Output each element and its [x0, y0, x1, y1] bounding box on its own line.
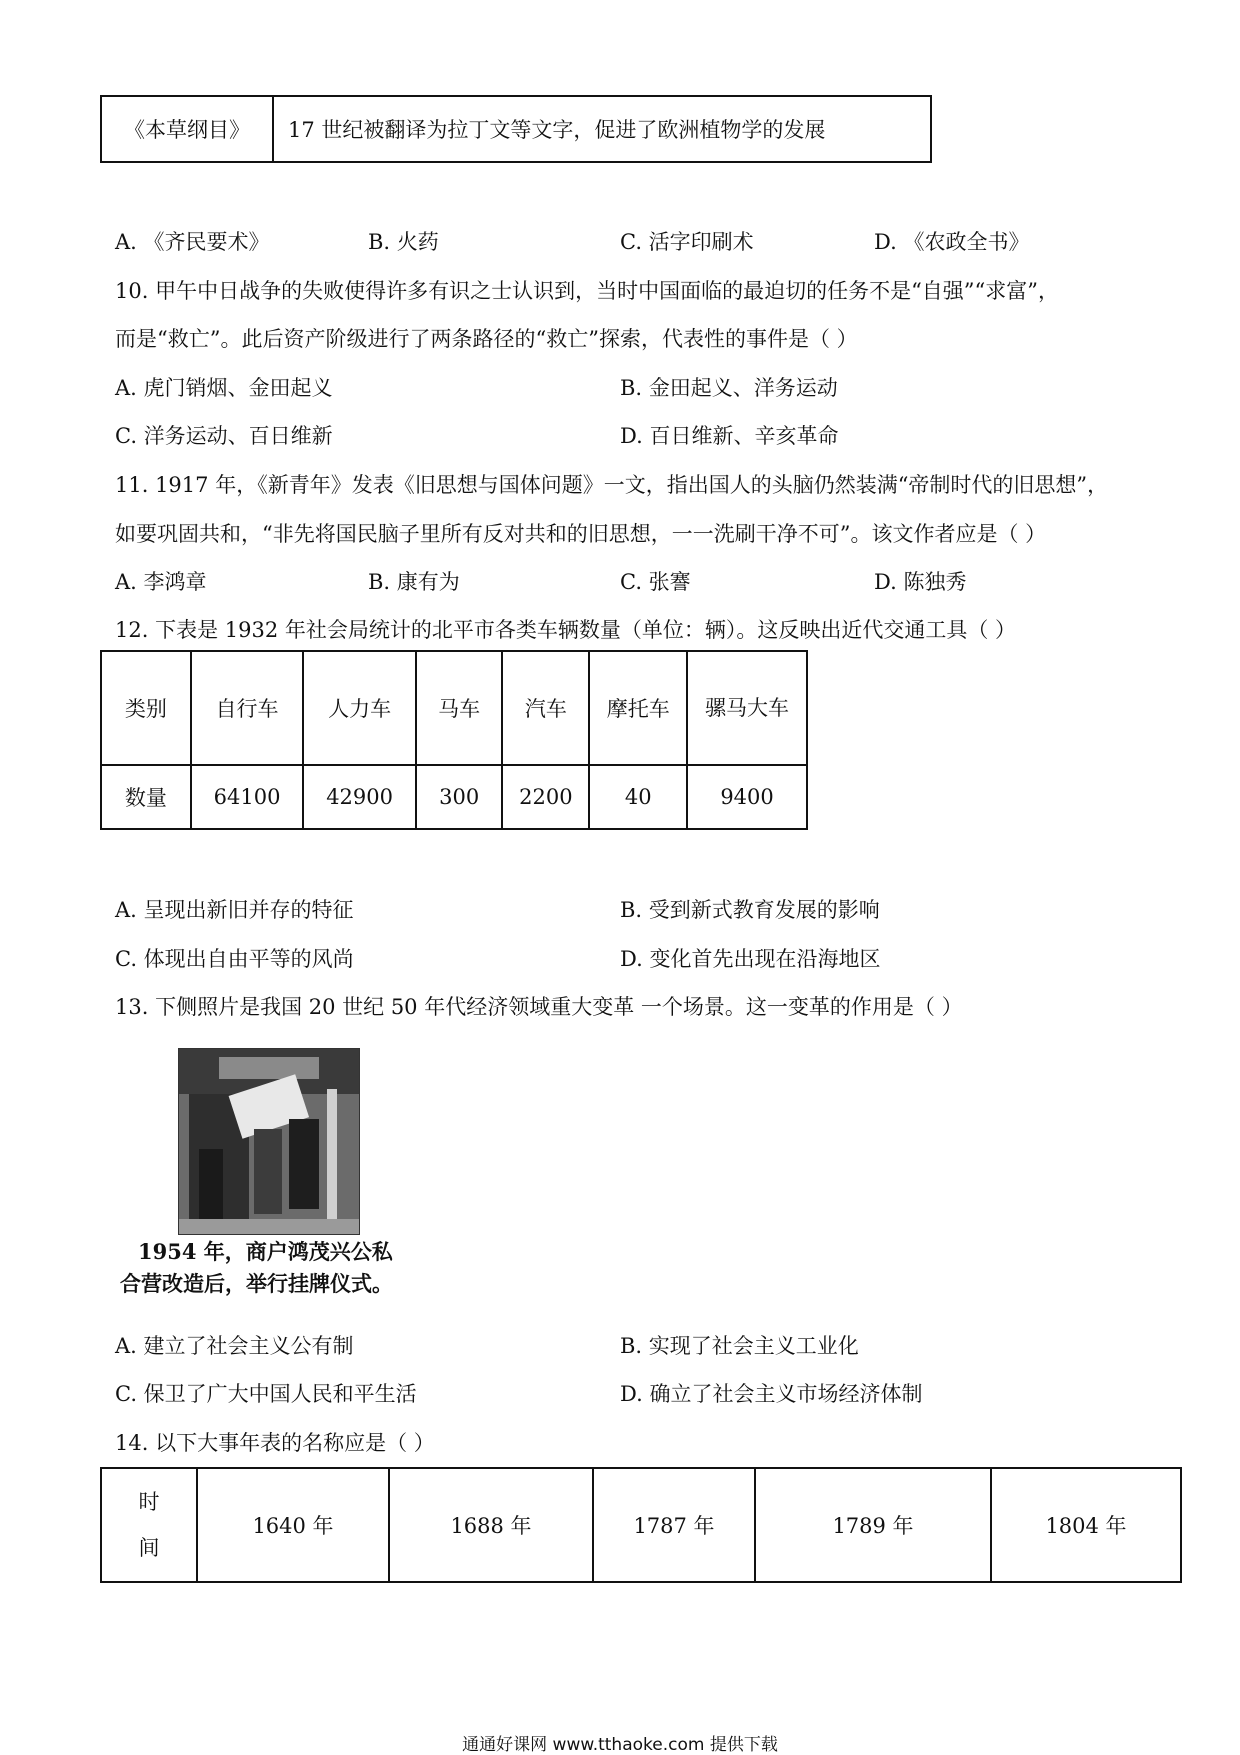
timeline-year-1: 1640 年	[197, 1468, 389, 1582]
vehicle-count-mule-cart: 9400	[687, 765, 807, 829]
q14-stem: 14. 以下大事年表的名称应是（ ）	[115, 1431, 435, 1455]
vehicle-row-label: 数量	[101, 765, 191, 829]
q10-option-c: C. 洋务运动、百日维新	[115, 424, 333, 448]
vehicle-count-car: 2200	[502, 765, 589, 829]
vehicle-header-car: 汽车	[502, 651, 589, 765]
q11-option-a: A. 李鸿章	[115, 570, 207, 594]
ceremony-photo	[178, 1048, 360, 1235]
book-desc-cell: 17 世纪被翻译为拉丁文等文字，促进了欧洲植物学的发展	[273, 96, 931, 162]
vehicle-header-category: 类别	[101, 651, 191, 765]
q10-stem-line2: 而是“救亡”。此后资产阶级进行了两条路径的“救亡”探索，代表性的事件是（ ）	[115, 327, 858, 351]
q13-stem: 13. 下侧照片是我国 20 世纪 50 年代经济领域重大变革 一个场景。这一变革的作用是（ ）	[115, 995, 963, 1019]
book-table	[100, 95, 932, 163]
vehicle-table	[100, 650, 808, 830]
q12-option-b: B. 受到新式教育发展的影响	[620, 898, 880, 922]
q13-option-c: C. 保卫了广大中国人民和平生活	[115, 1382, 417, 1406]
vehicle-header-motorcycle: 摩托车	[589, 651, 687, 765]
q10-option-d: D. 百日维新、辛亥革命	[620, 424, 839, 448]
q13-option-a: A. 建立了社会主义公有制	[115, 1334, 354, 1358]
q11-option-c: C. 张謇	[620, 570, 691, 594]
q11-stem-line1: 11. 1917 年，《新青年》发表《旧思想与国体问题》一文，指出国人的头脑仍然装满“帝制时代的旧思想”，	[115, 473, 1109, 497]
q12-stem: 12. 下表是 1932 年社会局统计的北平市各类车辆数量（单位：辆）。这反映出近代交通工具（ ）	[115, 618, 1017, 642]
footer-watermark: 通通好课网 www.tthaoke.com 提供下载	[462, 1735, 778, 1755]
q9-option-d: D. 《农政全书》	[874, 230, 1030, 254]
timeline-year-3: 1787 年	[593, 1468, 755, 1582]
photo-caption-line1: 1954 年，商户鸿茂兴公私	[138, 1239, 393, 1264]
photo-caption-line2: 合营改造后，举行挂牌仪式。	[120, 1271, 393, 1296]
vehicle-header-bicycle: 自行车	[191, 651, 304, 765]
q11-option-b: B. 康有为	[368, 570, 460, 594]
vehicle-count-rickshaw: 42900	[303, 765, 416, 829]
q10-option-b: B. 金田起义、洋务运动	[620, 376, 838, 400]
photo-caption	[120, 1236, 420, 1300]
vehicle-header-mule-cart: 骡马大车	[687, 651, 807, 765]
vehicle-count-motorcycle: 40	[589, 765, 687, 829]
q11-option-d: D. 陈独秀	[874, 570, 967, 594]
q12-option-a: A. 呈现出新旧并存的特征	[115, 898, 354, 922]
timeline-table	[100, 1467, 1182, 1583]
q10-stem-line1: 10. 甲午中日战争的失败使得许多有识之士认识到，当时中国面临的最迫切的任务不是“自强”“求富”，	[115, 279, 1060, 303]
q9-option-c: C. 活字印刷术	[620, 230, 754, 254]
q13-option-d: D. 确立了社会主义市场经济体制	[620, 1382, 923, 1406]
vehicle-header-carriage: 马车	[416, 651, 503, 765]
q11-stem-line2: 如要巩固共和，“非先将国民脑子里所有反对共和的旧思想，一一洗刷干净不可”。该文作者应是（ ）	[115, 522, 1047, 546]
ceremony-photo-illustration	[179, 1049, 359, 1234]
q12-option-d: D. 变化首先出现在沿海地区	[620, 947, 881, 971]
q9-option-a: A. 《齐民要术》	[115, 230, 270, 254]
vehicle-count-carriage: 300	[416, 765, 503, 829]
q13-option-b: B. 实现了社会主义工业化	[620, 1334, 859, 1358]
book-title-cell: 《本草纲目》	[101, 96, 273, 162]
q12-option-c: C. 体现出自由平等的风尚	[115, 947, 354, 971]
timeline-header	[101, 1468, 197, 1582]
timeline-year-4: 1789 年	[755, 1468, 991, 1582]
vehicle-header-rickshaw: 人力车	[303, 651, 416, 765]
vehicle-count-bicycle: 64100	[191, 765, 304, 829]
timeline-year-5: 1804 年	[991, 1468, 1181, 1582]
q10-option-a: A. 虎门销烟、金田起义	[115, 376, 333, 400]
timeline-year-2: 1688 年	[389, 1468, 593, 1582]
timeline-header-label: 时间	[138, 1490, 160, 1560]
q9-option-b: B. 火药	[368, 230, 439, 254]
